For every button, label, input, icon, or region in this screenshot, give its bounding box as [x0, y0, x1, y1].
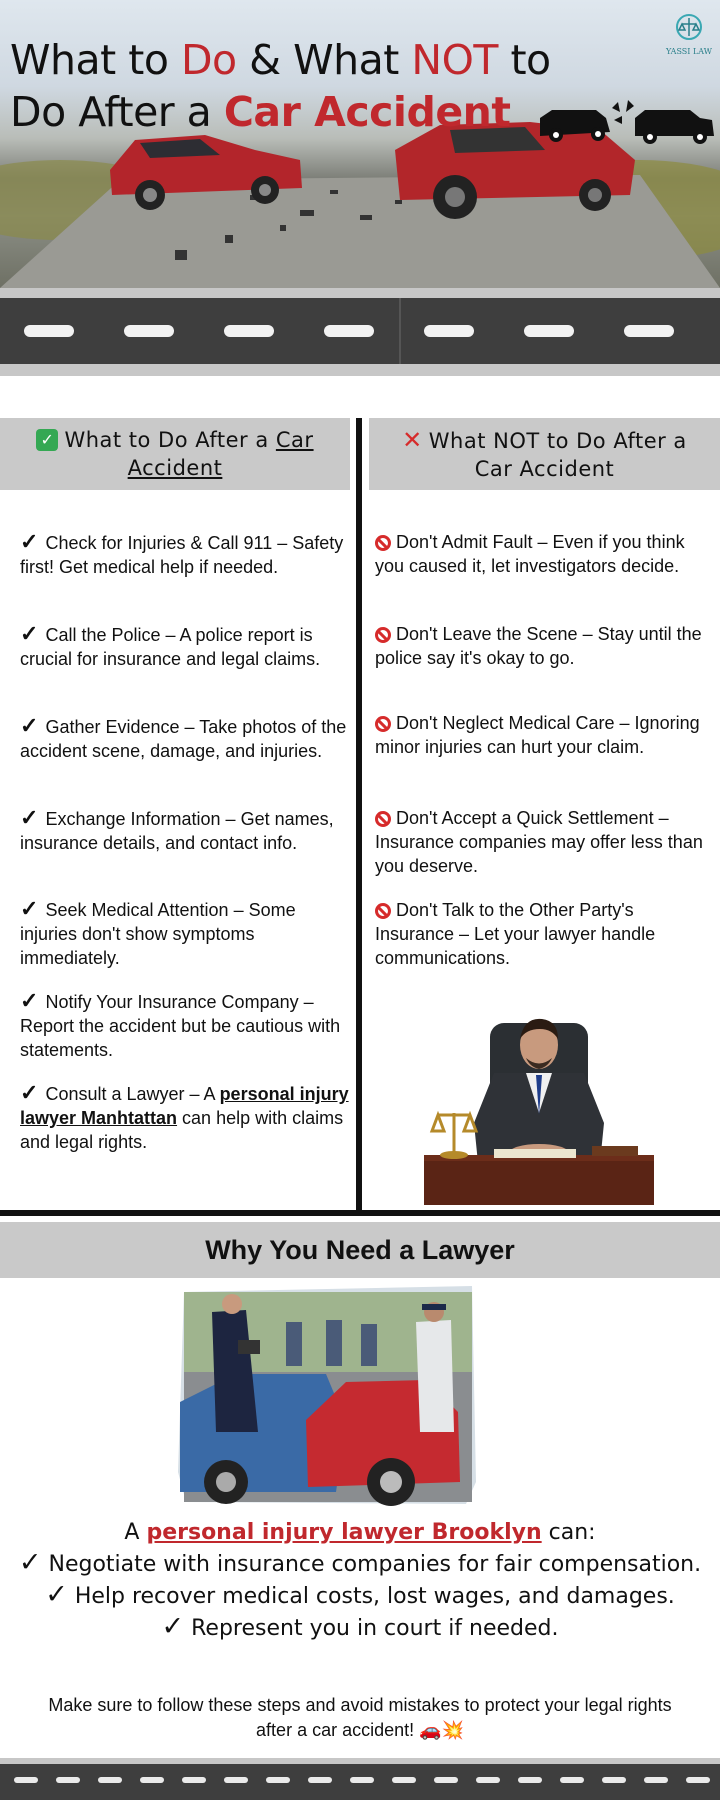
- checkmark-icon: ✓: [20, 805, 39, 830]
- section-divider: [0, 1210, 720, 1216]
- dont-item-text: Don't Leave the Scene – Stay until the police say it's okay to go.: [375, 624, 702, 668]
- why-intro: [0, 1518, 720, 1548]
- dont-column-heading: [369, 418, 720, 490]
- checkmark-icon: ✓: [20, 988, 39, 1013]
- logo-text: YASSI LAW: [666, 47, 712, 56]
- checkmark-icon: ✓: [20, 621, 39, 646]
- do-item-text: Gather Evidence – Take photos of the accident scene, damage, and injuries.: [20, 717, 347, 761]
- title-not: NOT: [411, 36, 498, 84]
- column-divider: [356, 418, 362, 1213]
- road-dash: [602, 1777, 626, 1783]
- hero-banner: [0, 0, 720, 288]
- do-heading-prefix: What to Do After a: [64, 428, 276, 452]
- dont-heading-line1: What NOT to Do After a: [428, 429, 687, 453]
- do-heading-link[interactable]: Car: [275, 428, 314, 452]
- road-dash: [308, 1777, 332, 1783]
- title-part2: & What: [236, 36, 412, 84]
- title-accent: Car Accident: [223, 88, 511, 136]
- why-intro-suffix: can:: [541, 1520, 596, 1545]
- do-item: [20, 1081, 350, 1154]
- checkmark-icon: ✓: [20, 896, 39, 921]
- road-dash: [24, 325, 74, 337]
- road-dash: [350, 1777, 374, 1783]
- lawyer-at-desk-illustration: [424, 1003, 654, 1205]
- check-box-icon: ✓: [36, 429, 58, 451]
- road-dash: [476, 1777, 500, 1783]
- road-dash: [124, 325, 174, 337]
- why-point: [0, 1548, 720, 1580]
- road-dash: [560, 1777, 584, 1783]
- brand-logo: [666, 12, 712, 56]
- dont-item-text: Don't Talk to the Other Party's Insurance – Let your lawyer handle communications.: [375, 900, 656, 968]
- road-dash: [224, 1777, 248, 1783]
- why-point-text: Represent you in court if needed.: [191, 1616, 559, 1641]
- do-item: [20, 806, 350, 855]
- do-column-heading: [0, 418, 350, 490]
- manhattan-lawyer-link[interactable]: personal injury lawyer Manhtattan: [20, 1084, 349, 1128]
- road-dash: [424, 325, 474, 337]
- why-point-text: Help recover medical costs, lost wages, and damages.: [74, 1584, 675, 1609]
- checkmark-icon: ✓: [20, 529, 39, 554]
- title-part1: What to: [10, 36, 181, 84]
- do-item: [20, 714, 350, 763]
- title-do: Do: [180, 36, 237, 84]
- road-dash: [686, 1777, 710, 1783]
- road-divider-top: [0, 288, 720, 376]
- checkmark-icon: ✓: [20, 713, 39, 738]
- dont-item-text: Don't Admit Fault – Even if you think you caused it, let investigators decide.: [375, 532, 685, 576]
- prohibited-icon: [375, 716, 391, 732]
- road-dash: [644, 1777, 668, 1783]
- dont-item: [375, 530, 710, 578]
- do-item-text: Check for Injuries & Call 911 – Safety first! Get medical help if needed.: [20, 533, 344, 577]
- scales-logo-icon: [674, 12, 704, 42]
- dont-item: [375, 898, 710, 970]
- dont-item: [375, 806, 710, 878]
- road-dash: [392, 1777, 416, 1783]
- prohibited-icon: [375, 811, 391, 827]
- accident-scene-illustration: [176, 1282, 478, 1508]
- prohibited-icon: [375, 627, 391, 643]
- footer-line2: after a car accident! 🚗💥: [256, 1720, 464, 1740]
- road-dash: [624, 325, 674, 337]
- checkmark-icon: ✓: [161, 1611, 185, 1642]
- road-divider-bottom: [0, 1758, 720, 1800]
- road-center-line: [399, 298, 401, 364]
- do-item: [20, 897, 350, 970]
- why-heading: Why You Need a Lawyer: [0, 1222, 720, 1278]
- checkmark-icon: ✓: [18, 1547, 42, 1578]
- do-item: [20, 622, 350, 671]
- dont-item: [375, 711, 710, 759]
- footer-note: [0, 1693, 720, 1743]
- title-part3: to: [497, 36, 551, 84]
- prohibited-icon: [375, 535, 391, 551]
- why-list: [0, 1548, 720, 1644]
- footer-line1: Make sure to follow these steps and avoid mistakes to protect your legal rights: [48, 1695, 672, 1715]
- do-item: [20, 530, 350, 579]
- road-dash: [524, 325, 574, 337]
- title-line2: Do After a: [10, 88, 224, 136]
- why-point: [0, 1580, 720, 1612]
- road-dash: [518, 1777, 542, 1783]
- why-point-text: Negotiate with insurance companies for fair compensation.: [48, 1552, 702, 1577]
- dont-heading-line2: Car Accident: [474, 457, 615, 481]
- dont-item: [375, 622, 710, 670]
- page-title: [10, 34, 551, 138]
- road-dash: [434, 1777, 458, 1783]
- prohibited-icon: [375, 903, 391, 919]
- road-dash: [224, 325, 274, 337]
- why-point: [0, 1612, 720, 1644]
- do-item-suffix: can help with claims and legal rights.: [20, 1108, 344, 1152]
- road-dash: [14, 1777, 38, 1783]
- do-item-text: Notify Your Insurance Company – Report the accident but be cautious with statements.: [20, 992, 341, 1060]
- road-dash: [324, 325, 374, 337]
- do-item-text: Exchange Information – Get names, insurance details, and contact info.: [20, 809, 334, 853]
- road-dash: [140, 1777, 164, 1783]
- checkmark-icon: ✓: [20, 1080, 39, 1105]
- dont-item-text: Don't Neglect Medical Care – Ignoring minor injuries can hurt your claim.: [375, 713, 700, 757]
- brooklyn-lawyer-link[interactable]: personal injury lawyer Brooklyn: [146, 1520, 542, 1545]
- road-dash: [56, 1777, 80, 1783]
- do-heading-line2[interactable]: Accident: [127, 456, 223, 480]
- road-dash: [98, 1777, 122, 1783]
- do-item-prefix: Consult a Lawyer – A: [45, 1084, 220, 1104]
- why-intro-prefix: A: [124, 1520, 147, 1545]
- dont-item-text: Don't Accept a Quick Settlement – Insurance companies may offer less than you deserve.: [375, 808, 703, 876]
- do-item: [20, 989, 350, 1062]
- do-item-text: Call the Police – A police report is crucial for insurance and legal claims.: [20, 625, 321, 669]
- do-item-text: Seek Medical Attention – Some injuries don't show symptoms immediately.: [20, 900, 296, 968]
- road-dash: [266, 1777, 290, 1783]
- cross-mark-icon: ✕: [402, 426, 423, 454]
- road-dash: [182, 1777, 206, 1783]
- checkmark-icon: ✓: [45, 1579, 68, 1610]
